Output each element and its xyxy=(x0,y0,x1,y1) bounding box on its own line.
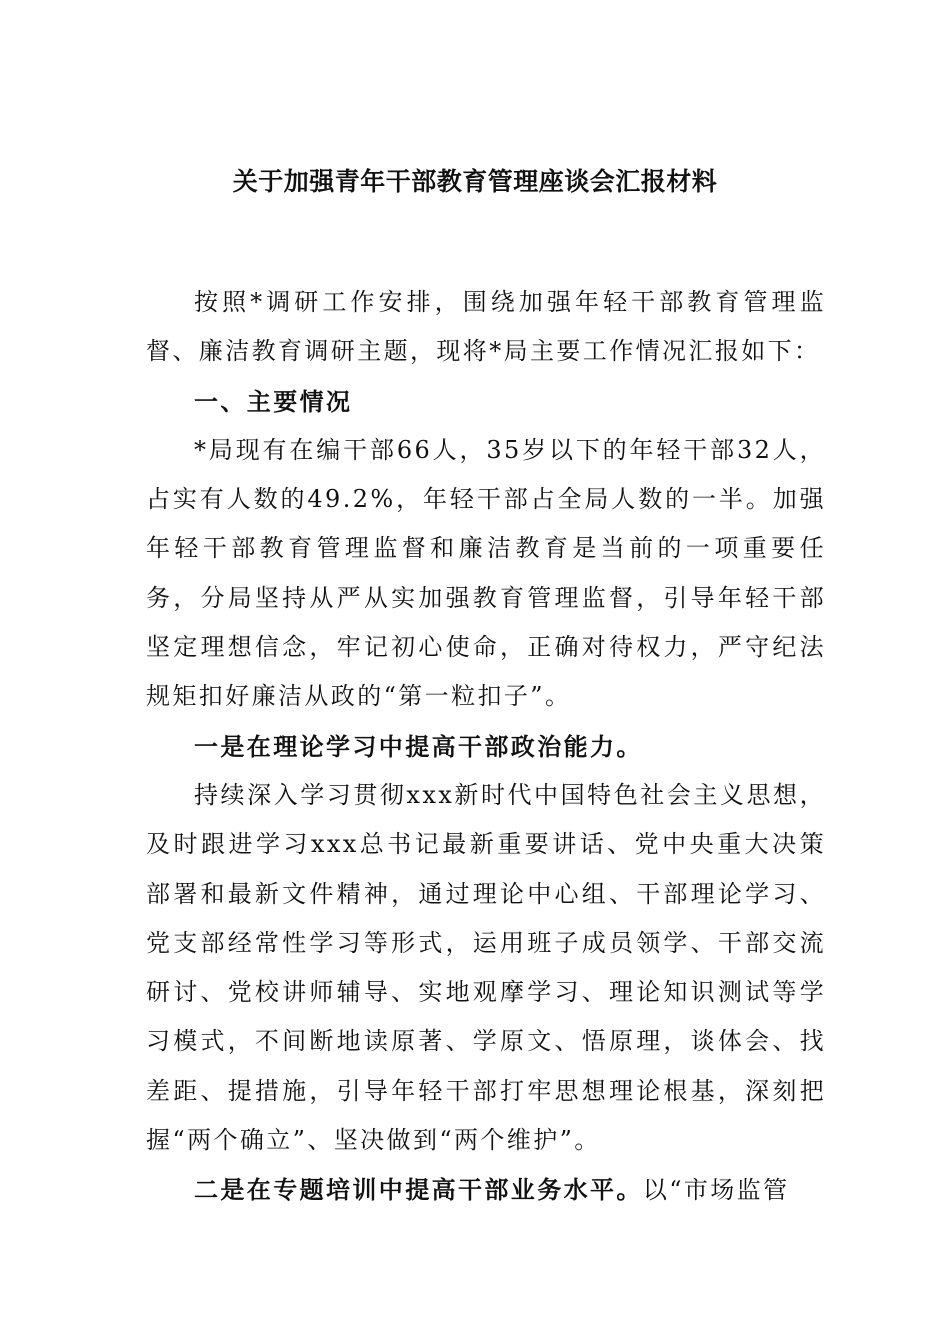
document-body xyxy=(146,278,826,1216)
document-title: 关于加强青年干部教育管理座谈会汇报材料 xyxy=(232,167,718,196)
main-situation-paragraph: *局现有在编干部66人，35岁以下的年轻干部32人，占实有人数的49.2%，年轻干部占全局人数的一半。加强年轻干部教育管理监督和廉洁教育是当前的一项重要任务，分局坚持从严从实加强教育管理监督，引导年轻干部坚定理想信念，牢记初心使命，正确对待权力，严守纪法规矩扣好廉洁从政的“第一粒扣子”。 xyxy=(146,435,826,711)
intro-paragraph: 按照*调研工作安排，围绕加强年轻干部教育管理监督、廉洁教育调研主题，现将*局主要工作情况汇报如下： xyxy=(146,288,826,366)
point-one-paragraph: 持续深入学习贯彻xxx新时代中国特色社会主义思想，及时跟进学习xxx总书记最新重要讲话、党中央重大决策部署和最新文件精神，通过理论中心组、干部理论学习、党支部经常性学习等形式，运用班子成员领学、干部交流研讨、党校讲师辅导、实地观摩学习、理论知识测试等学习模式，不间断地读原著、学原文、悟原理，谈体会、找差距、提措施，引导年轻干部打牢思想理论根基，深刻把握“两个确立”、坚决做到“两个维护”。 xyxy=(146,780,826,1155)
point-one-heading: 一是在理论学习中提高干部政治能力。 xyxy=(194,731,643,761)
point-two-paragraph xyxy=(146,1165,826,1215)
point-two-lead: 二是在专题培训中提高干部业务水平。 xyxy=(194,1175,643,1205)
section-heading-main-situation: 一、主要情况 xyxy=(194,386,353,416)
point-two-text: 以“市场监管 xyxy=(642,1176,790,1205)
